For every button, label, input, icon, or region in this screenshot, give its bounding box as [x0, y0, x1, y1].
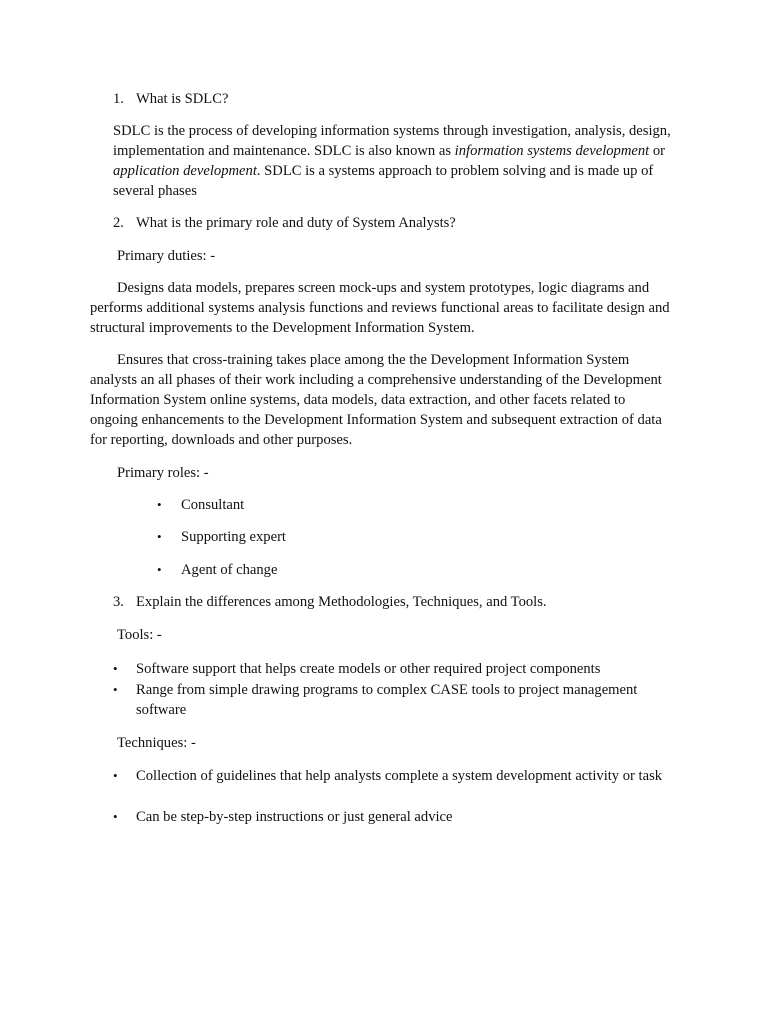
tools-heading: Tools: - — [117, 627, 162, 643]
bullet-icon: • — [113, 661, 118, 676]
tool-item: Range from simple drawing programs to complex CASE tools to project management software — [136, 682, 638, 718]
q1-number: 1. — [113, 91, 124, 107]
tool-item: Software support that helps create models or other required project components — [136, 661, 601, 677]
duty-paragraph-2: Ensures that cross-training takes place among the the Development Information System analysts an all phases of their work including a comprehensive understanding of the Development Information System online systems, data models, data extraction, and other facets related to ongoing enhancements to the Development Information System and subsequent extraction of data for reporting, downloads and other purposes. — [90, 352, 662, 448]
bullet-icon: • — [113, 809, 118, 824]
bullet-icon: • — [113, 768, 118, 783]
role-item: Agent of change — [181, 562, 278, 578]
q3-number: 3. — [113, 594, 124, 610]
bullet-icon: • — [157, 529, 162, 544]
bullet-icon: • — [113, 682, 118, 697]
techniques-heading: Techniques: - — [117, 735, 196, 751]
duty-paragraph-1: Designs data models, prepares screen mock-ups and system prototypes, logic diagrams and performs additional systems analysis functions and reviews functional areas to facilitate design and structural improvements to the Development Information System. — [90, 280, 670, 336]
q1-answer-text-1: SDLC is the process of developing information systems through investigation, analysis, design, implementation and maintenance. SDLC is also known as — [113, 123, 671, 159]
q1-answer-text-2: . SDLC is a systems approach to problem solving and is made up of several phases — [113, 163, 654, 199]
bullet-icon: • — [157, 562, 162, 577]
q1-answer-italic-2: application development — [113, 163, 257, 179]
q2-number: 2. — [113, 215, 124, 231]
q1-question: What is SDLC? — [136, 91, 229, 107]
technique-item: Can be step-by-step instructions or just general advice — [136, 809, 453, 825]
bullet-icon: • — [157, 497, 162, 512]
role-item: Supporting expert — [181, 529, 286, 545]
primary-roles-heading: Primary roles: - — [117, 465, 209, 481]
q1-answer-or: or — [649, 143, 666, 159]
q3-question: Explain the differences among Methodologies, Techniques, and Tools. — [136, 594, 547, 610]
q1-answer-italic-1: information systems development — [454, 143, 650, 159]
role-item: Consultant — [181, 497, 245, 513]
technique-item: Collection of guidelines that help analysts complete a system development activity or task — [136, 768, 663, 784]
q1-answer — [113, 121, 673, 201]
primary-duties-heading: Primary duties: - — [117, 248, 216, 264]
q2-question: What is the primary role and duty of System Analysts? — [136, 215, 456, 231]
